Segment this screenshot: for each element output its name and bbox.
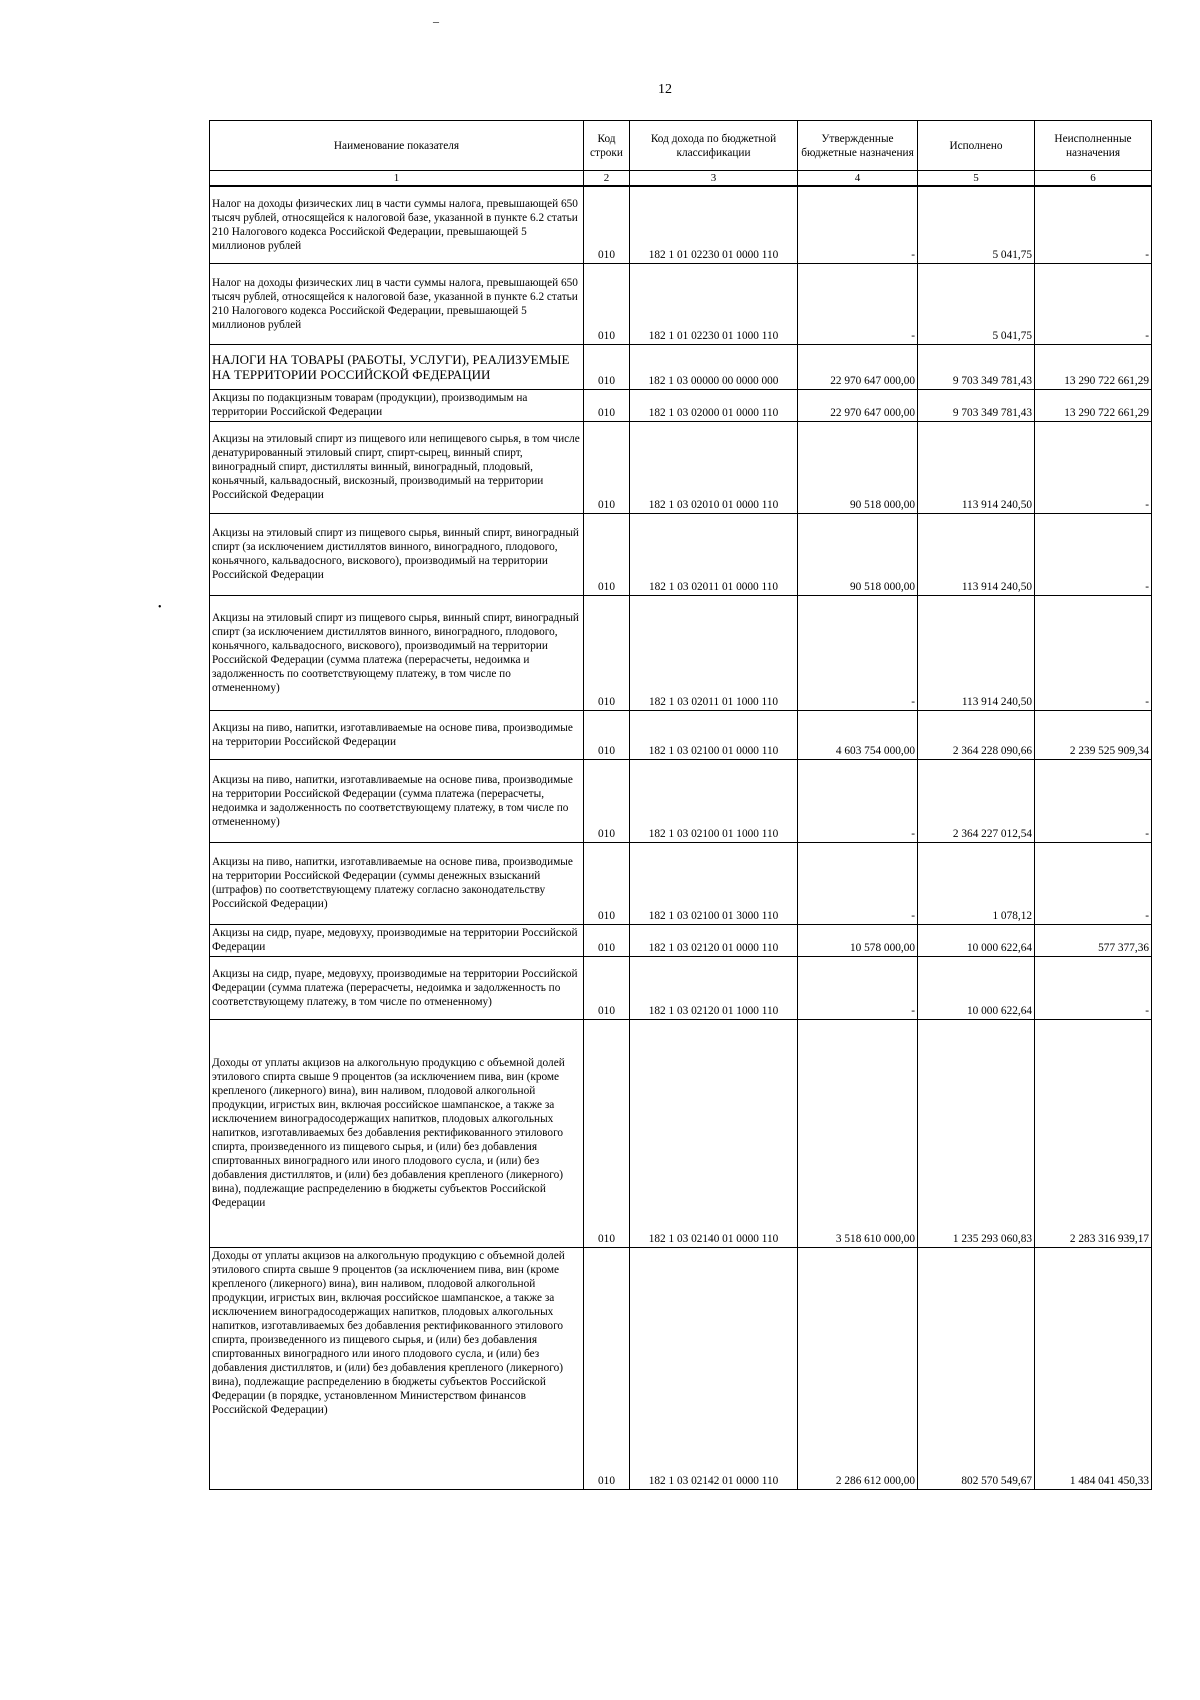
row-approved: 3 518 610 000,00	[798, 1019, 918, 1247]
row-approved: -	[798, 759, 918, 842]
row-line-code: 010	[584, 263, 630, 344]
row-executed: 1 235 293 060,83	[918, 1019, 1035, 1247]
column-number: 4	[798, 171, 918, 187]
row-line-code: 010	[584, 513, 630, 595]
row-unexecuted: -	[1035, 186, 1152, 263]
row-name: Доходы от уплаты акцизов на алкогольную продукцию с объемной долей этилового спирта свыше 9 процентов (за исключением пива, вин (кроме крепленого (ликерного) вина), вин наливом, плодовой алкогольной продукции, игристых вин, включая российское шампанское, а также за исключением виноградосодержащих напитков, плодовых алкогольных напитков, изготавливаемых без добавления ректификованного этилового спирта, произведенного из пищевого сырья, и (или) без добавления спиртованных виноградного или иного плодового сусла, и (или) без добавления дистиллятов, и (или) без добавления крепленого (ликерного) вина), подлежащие распределению в бюджеты субъектов Российской Федерации (в порядке, установленном Министерством финансов Российской Федерации)	[210, 1247, 584, 1489]
header-unexecuted: Неисполненные назначения	[1035, 121, 1152, 171]
row-approved: -	[798, 263, 918, 344]
row-unexecuted: -	[1035, 513, 1152, 595]
row-name: Налог на доходы физических лиц в части суммы налога, превышающей 650 тысяч рублей, относящейся к налоговой базе, указанной в пункте 6.2 статьи 210 Налогового кодекса Российской Федерации, превышающей 5 миллионов рублей	[210, 186, 584, 263]
row-executed: 5 041,75	[918, 186, 1035, 263]
row-name: Акцизы на этиловый спирт из пищевого сырья, винный спирт, виноградный спирт (за исключением дистиллятов винного, виноградного, плодового, коньячного, кальвадосного, вискового), производимый на территории Российской Федерации	[210, 513, 584, 595]
row-approved: 4 603 754 000,00	[798, 710, 918, 759]
page-number: 12	[658, 82, 672, 97]
row-line-code: 010	[584, 421, 630, 513]
scan-speck: •	[158, 602, 162, 613]
row-kbk: 182 1 03 02011 01 1000 110	[630, 595, 798, 710]
row-kbk: 182 1 01 02230 01 1000 110	[630, 263, 798, 344]
row-name: Акцизы на сидр, пуаре, медовуху, производимые на территории Российской Федерации (сумма платежа (перерасчеты, недоимка и задолженность по соответствующему платежу, в том числе по отмененному)	[210, 956, 584, 1019]
table-row	[210, 710, 1152, 759]
column-number: 5	[918, 171, 1035, 187]
row-line-code: 010	[584, 186, 630, 263]
row-name: Акцизы на пиво, напитки, изготавливаемые на основе пива, производимые на территории Российской Федерации (сумма платежа (перерасчеты, недоимка и задолженность по соответствующему платежу, в том числе по отмененному)	[210, 759, 584, 842]
row-approved: 90 518 000,00	[798, 421, 918, 513]
row-kbk: 182 1 01 02230 01 0000 110	[630, 186, 798, 263]
row-name: Налог на доходы физических лиц в части суммы налога, превышающей 650 тысяч рублей, относящейся к налоговой базе, указанной в пункте 6.2 статьи 210 Налогового кодекса Российской Федерации, превышающей 5 миллионов рублей	[210, 263, 584, 344]
row-approved: 2 286 612 000,00	[798, 1247, 918, 1489]
row-unexecuted: 13 290 722 661,29	[1035, 344, 1152, 389]
row-kbk: 182 1 03 02100 01 1000 110	[630, 759, 798, 842]
row-name: Акцизы на сидр, пуаре, медовуху, производимые на территории Российской Федерации	[210, 924, 584, 956]
table-row	[210, 1019, 1152, 1247]
row-line-code: 010	[584, 956, 630, 1019]
row-executed: 113 914 240,50	[918, 513, 1035, 595]
table-row	[210, 186, 1152, 263]
table-row	[210, 924, 1152, 956]
table-row	[210, 956, 1152, 1019]
header-approved: Утвержденные бюджетные назначения	[798, 121, 918, 171]
row-kbk: 182 1 03 02000 01 0000 110	[630, 389, 798, 421]
column-number-row	[210, 171, 1152, 187]
row-name: НАЛОГИ НА ТОВАРЫ (РАБОТЫ, УСЛУГИ), РЕАЛИЗУЕМЫЕ НА ТЕРРИТОРИИ РОССИЙСКОЙ ФЕДЕРАЦИИ	[210, 344, 584, 389]
row-kbk: 182 1 03 02120 01 0000 110	[630, 924, 798, 956]
row-executed: 802 570 549,67	[918, 1247, 1035, 1489]
row-approved: 22 970 647 000,00	[798, 344, 918, 389]
header-executed: Исполнено	[918, 121, 1035, 171]
row-name: Акцизы по подакцизным товарам (продукции), производимым на территории Российской Федерации	[210, 389, 584, 421]
row-unexecuted: 2 283 316 939,17	[1035, 1019, 1152, 1247]
row-name: Акцизы на этиловый спирт из пищевого сырья, винный спирт, виноградный спирт (за исключением дистиллятов винного, виноградного, плодового, коньячного, кальвадосного, вискового), производимый на территории Российской Федерации (сумма платежа (перерасчеты, недоимка и задолженность по соответствующему платежу, в том числе по отмененному)	[210, 595, 584, 710]
row-approved: -	[798, 956, 918, 1019]
row-kbk: 182 1 03 00000 00 0000 000	[630, 344, 798, 389]
table-row	[210, 1247, 1152, 1489]
column-number: 2	[584, 171, 630, 187]
row-line-code: 010	[584, 595, 630, 710]
row-line-code: 010	[584, 1247, 630, 1489]
row-line-code: 010	[584, 344, 630, 389]
table-header-row	[210, 121, 1152, 171]
header-line-code: Код строки	[584, 121, 630, 171]
row-line-code: 010	[584, 1019, 630, 1247]
top-dash-mark: –	[433, 14, 439, 28]
row-executed: 10 000 622,64	[918, 956, 1035, 1019]
row-name: Акцизы на этиловый спирт из пищевого или непищевого сырья, в том числе денатурированный этиловый спирт, спирт-сырец, винный спирт, виноградный спирт, дистилляты винный, виноградный, плодовый, коньячный, кальвадосный, вискозный, производимый на территории Российской Федерации	[210, 421, 584, 513]
table-row	[210, 513, 1152, 595]
column-number: 3	[630, 171, 798, 187]
row-kbk: 182 1 03 02140 01 0000 110	[630, 1019, 798, 1247]
row-approved: 90 518 000,00	[798, 513, 918, 595]
row-kbk: 182 1 03 02120 01 1000 110	[630, 956, 798, 1019]
row-kbk: 182 1 03 02100 01 0000 110	[630, 710, 798, 759]
row-unexecuted: -	[1035, 263, 1152, 344]
row-unexecuted: -	[1035, 759, 1152, 842]
column-number: 1	[210, 171, 584, 187]
row-unexecuted: 13 290 722 661,29	[1035, 389, 1152, 421]
row-unexecuted: -	[1035, 842, 1152, 924]
row-executed: 2 364 227 012,54	[918, 759, 1035, 842]
row-unexecuted: -	[1035, 595, 1152, 710]
row-executed: 9 703 349 781,43	[918, 344, 1035, 389]
row-unexecuted: -	[1035, 421, 1152, 513]
row-kbk: 182 1 03 02011 01 0000 110	[630, 513, 798, 595]
row-approved: -	[798, 842, 918, 924]
table-row	[210, 759, 1152, 842]
header-indicator-name: Наименование показателя	[210, 121, 584, 171]
row-line-code: 010	[584, 842, 630, 924]
row-line-code: 010	[584, 759, 630, 842]
row-executed: 113 914 240,50	[918, 595, 1035, 710]
row-executed: 5 041,75	[918, 263, 1035, 344]
budget-execution-table	[209, 120, 1152, 1490]
row-executed: 2 364 228 090,66	[918, 710, 1035, 759]
table-row	[210, 842, 1152, 924]
row-kbk: 182 1 03 02142 01 0000 110	[630, 1247, 798, 1489]
row-approved: 22 970 647 000,00	[798, 389, 918, 421]
header-revenue-code: Код дохода по бюджетной классификации	[630, 121, 798, 171]
table-row	[210, 421, 1152, 513]
row-approved: -	[798, 595, 918, 710]
row-line-code: 010	[584, 389, 630, 421]
table-row	[210, 595, 1152, 710]
row-unexecuted: 2 239 525 909,34	[1035, 710, 1152, 759]
row-name: Акцизы на пиво, напитки, изготавливаемые на основе пива, производимые на территории Российской Федерации	[210, 710, 584, 759]
row-name: Акцизы на пиво, напитки, изготавливаемые на основе пива, производимые на территории Российской Федерации (суммы денежных взысканий (штрафов) по соответствующему платежу согласно законодательству Российской Федерации)	[210, 842, 584, 924]
row-approved: -	[798, 186, 918, 263]
table-row	[210, 344, 1152, 389]
row-unexecuted: 1 484 041 450,33	[1035, 1247, 1152, 1489]
row-unexecuted: -	[1035, 956, 1152, 1019]
table-row	[210, 263, 1152, 344]
table-row	[210, 389, 1152, 421]
row-approved: 10 578 000,00	[798, 924, 918, 956]
row-executed: 1 078,12	[918, 842, 1035, 924]
column-number: 6	[1035, 171, 1152, 187]
row-line-code: 010	[584, 924, 630, 956]
row-unexecuted: 577 377,36	[1035, 924, 1152, 956]
row-line-code: 010	[584, 710, 630, 759]
row-kbk: 182 1 03 02010 01 0000 110	[630, 421, 798, 513]
row-executed: 10 000 622,64	[918, 924, 1035, 956]
row-name: Доходы от уплаты акцизов на алкогольную продукцию с объемной долей этилового спирта свыше 9 процентов (за исключением пива, вин (кроме крепленого (ликерного) вина), вин наливом, плодовой алкогольной продукции, игристых вин, включая российское шампанское, а также за исключением виноградосодержащих напитков, плодовых алкогольных напитков, изготавливаемых без добавления ректификованного этилового спирта, произведенного из пищевого сырья, и (или) без добавления спиртованных виноградного или иного плодового сусла, и (или) без добавления дистиллятов, и (или) без добавления крепленого (ликерного) вина), подлежащие распределению в бюджеты субъектов Российской Федерации	[210, 1019, 584, 1247]
row-executed: 113 914 240,50	[918, 421, 1035, 513]
row-executed: 9 703 349 781,43	[918, 389, 1035, 421]
row-kbk: 182 1 03 02100 01 3000 110	[630, 842, 798, 924]
